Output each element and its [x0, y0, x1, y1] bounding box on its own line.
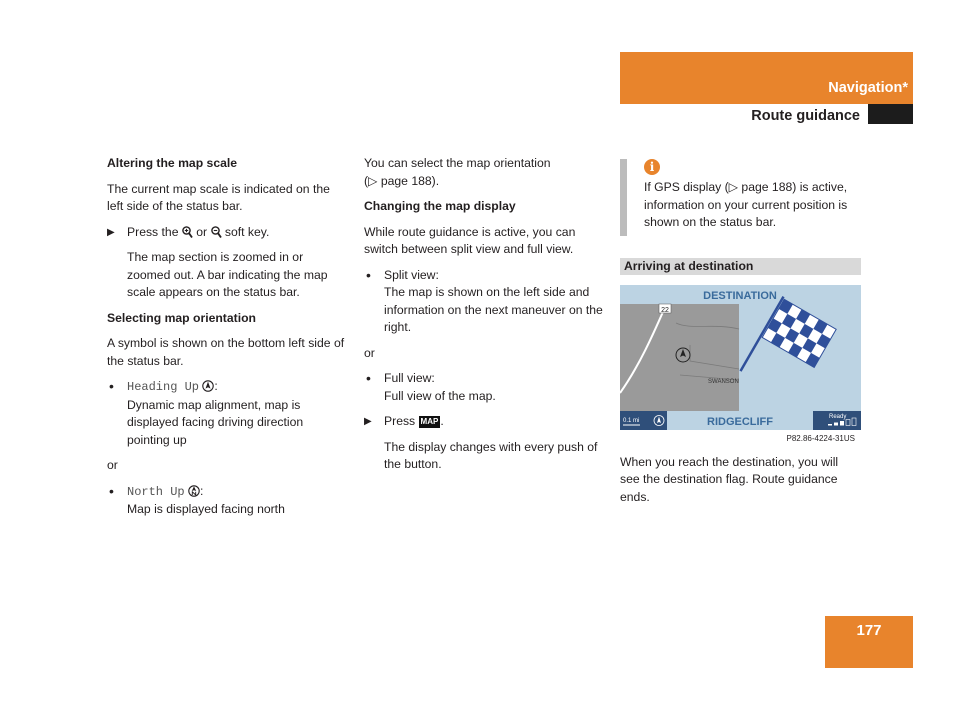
north-up-item: • North Up : Map is displayed facing north	[107, 483, 347, 519]
step-press-zoom: ▶ Press the or soft key.	[107, 224, 347, 242]
figure-code: P82.86-4224-31US	[786, 433, 855, 443]
column-middle	[364, 155, 604, 482]
zoom-out-icon	[211, 226, 222, 239]
bullet: •	[109, 378, 114, 394]
north-up-icon	[188, 484, 200, 498]
bullet: •	[366, 266, 371, 283]
step-arrow-icon: ▶	[364, 416, 372, 427]
full-view-desc: Full view of the map.	[384, 388, 496, 403]
destination-name: RIDGECLIFF	[707, 415, 773, 428]
full-view-term: Full view:	[384, 371, 435, 385]
road-number: 22	[661, 306, 669, 314]
para-arriving: When you reach the destination, you will see the destination flag. Route guidance ends.	[620, 454, 839, 504]
para-map-scale: The current map scale is indicated on the left side of the status bar.	[107, 181, 330, 213]
page-number-box	[825, 616, 913, 668]
zoom-result: The map section is zoomed in or zoomed out. A bar indicating the map scale appears on the status bar.	[127, 250, 328, 299]
para-select-orientation: You can select the map orientation (▷ page 188).	[364, 156, 551, 188]
info-note	[620, 159, 861, 236]
subsection-title: Route guidance	[751, 108, 860, 124]
screen-title: DESTINATION	[703, 289, 777, 302]
full-view-item	[364, 370, 604, 405]
heading-up-icon	[202, 379, 214, 393]
para-map-orientation: A symbol is shown on the bottom left side of the status bar.	[107, 336, 345, 368]
zoom-in-icon	[182, 226, 193, 239]
step-arrow-icon: ▶	[107, 226, 115, 238]
section-title: Navigation*	[828, 80, 908, 96]
split-view-item	[364, 267, 604, 337]
page-number: 177	[856, 622, 882, 639]
or-text: or	[107, 458, 118, 472]
destination-screen	[620, 285, 861, 430]
map-key-icon: MAP	[420, 417, 439, 426]
display-result: The display changes with every push of the button.	[384, 439, 598, 471]
bullet: •	[366, 370, 371, 386]
status-ready: Ready	[829, 413, 847, 420]
info-note-text: If GPS display (▷ page 188) is active, information on your current position is shown on the status bar.	[644, 180, 848, 229]
heading-up-term: Heading Up	[127, 380, 200, 394]
step-press-map: ▶ Press MAP .	[364, 413, 604, 431]
map-scale-label: 0.1 mi	[623, 417, 640, 424]
header-tab	[868, 104, 913, 124]
street-label: SWANSON	[708, 378, 739, 385]
destination-screen-graphic	[620, 285, 861, 430]
info-icon: i	[644, 159, 660, 175]
column-right	[620, 155, 861, 514]
heading-map-scale: Altering the map scale	[107, 156, 238, 170]
split-view-term: Split view:	[384, 267, 439, 282]
split-view-desc: The map is shown on the left side and information on the next maneuver on the right.	[384, 285, 603, 334]
heading-map-orientation: Selecting map orientation	[107, 310, 256, 325]
para-change-display: While route guidance is active, you can switch between split view and full view.	[364, 224, 576, 256]
heading-arriving: Arriving at destination	[620, 258, 861, 275]
heading-up-desc: Dynamic map alignment, map is displayed facing driving direction pointing up	[127, 397, 304, 447]
heading-change-display: Changing the map display	[364, 199, 516, 213]
north-up-desc: Map is displayed facing north	[127, 502, 285, 516]
column-left	[107, 155, 347, 527]
heading-up-item: • Heading Up : Dynamic map alignment, map is displayed facing driving direction pointing up	[107, 378, 347, 449]
or-text: or	[364, 345, 375, 360]
north-up-term: North Up	[127, 484, 185, 499]
bullet: •	[109, 482, 114, 499]
